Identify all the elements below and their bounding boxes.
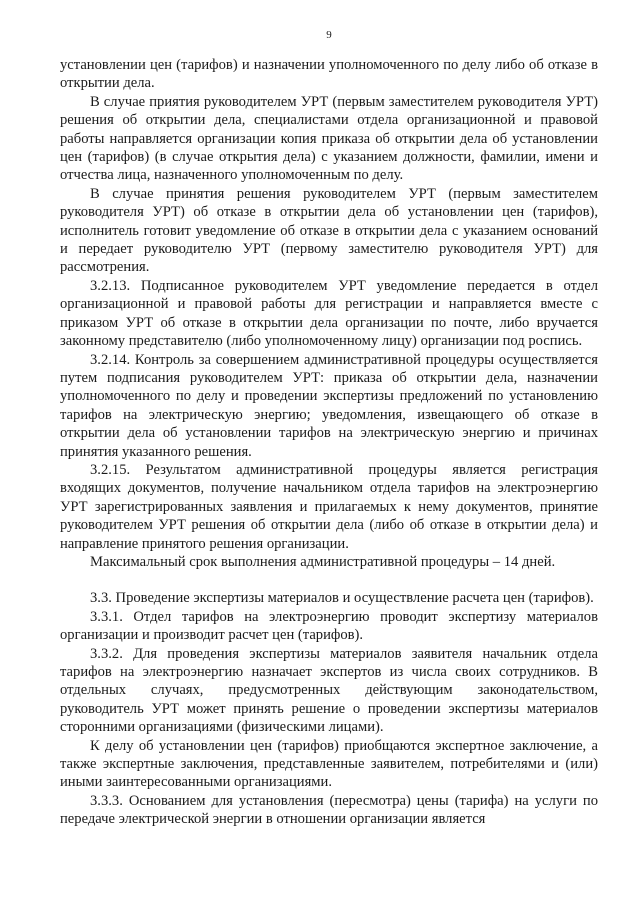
document-page — [60, 28, 598, 829]
paragraph-order-copy: В случае приятия руководителем УРТ (первым заместителем руководителя УРТ) решения об открытии дела, специалистами отдела организационной и правовой работы направляется организации копия приказа об открытии дела об установлении цен (тарифов) (в случае открытия дела) с указанием должности, фамилии, имени и отчества лица, назначенного уполномоченным по делу. — [60, 93, 598, 184]
paragraph-3-2-13: 3.2.13. Подписанное руководителем УРТ уведомление передается в отдел организационной и правовой работы для регистрации и направляется вместе с приказом УРТ об отказе в открытии дела организации по почте, либо вручается законному представителю (либо уполномоченному лицу) организации под роспись. — [60, 277, 598, 350]
paragraph-expert-conclusion: К делу об установлении цен (тарифов) приобщаются экспертное заключение, а также экспертные заключения, представленные заявителем, потребителями и (или) иными заинтересованными организациями. — [60, 737, 598, 791]
paragraph-3-3-1: 3.3.1. Отдел тарифов на электроэнергию проводит экспертизу материалов организации и производит расчет цен (тарифов). — [60, 608, 598, 644]
paragraph-3-2-15: 3.2.15. Результатом административной процедуры является регистрация входящих документов, получение начальником отдела тарифов на электроэнергию УРТ зарегистрированных заявления и прилагаемых к нему документов, принятие руководителем УРТ решения об открытии дела (либо об отказе в открытии дела) и направление принятого решения организации. — [60, 461, 598, 552]
paragraph-3-3-3: 3.3.3. Основанием для установления (пересмотра) цены (тарифа) на услуги по передаче электрической энергии в отношении организации является — [60, 792, 598, 828]
paragraph-3-2-14: 3.2.14. Контроль за совершением административной процедуры осуществляется путем подписания руководителем УРТ: приказа об открытии дела, назначении уполномоченного по делу и проведении экспертизы предложений по установлению тарифов на электрическую энергию; уведомления, извещающего об отказе в открытии дела об установлении тарифов на электрическую энергию и причинах принятия указанного решения. — [60, 351, 598, 460]
page-number: 9 — [326, 29, 332, 41]
paragraph-refusal-notice: В случае принятия решения руководителем УРТ (первым заместителем руководителя УРТ) об отказе в открытии дела об установлении цен (тарифов), исполнитель готовит уведомление об отказе в открытии дела с указанием оснований и передает руководителю УРТ (первому заместителю руководителя УРТ) для рассмотрения. — [60, 185, 598, 276]
paragraph-max-term: Максимальный срок выполнения административной процедуры – 14 дней. — [90, 553, 556, 570]
paragraph-continuation: установлении цен (тарифов) и назначении уполномоченного по делу либо об отказе в открытии дела. — [60, 57, 598, 92]
paragraph-3-3-2: 3.3.2. Для проведения экспертизы материалов заявителя начальник отдела тарифов на электроэнергию назначает экспертов из числа своих сотрудников. В отдельных случаях, предусмотренных действующим законодательством, руководитель УРТ может принять решение о проведении экспертизы материалов сторонними организациями (физическими лицами). — [60, 645, 598, 736]
section-3-3-heading: 3.3. Проведение экспертизы материалов и осуществление расчета цен (тарифов). — [90, 590, 594, 607]
